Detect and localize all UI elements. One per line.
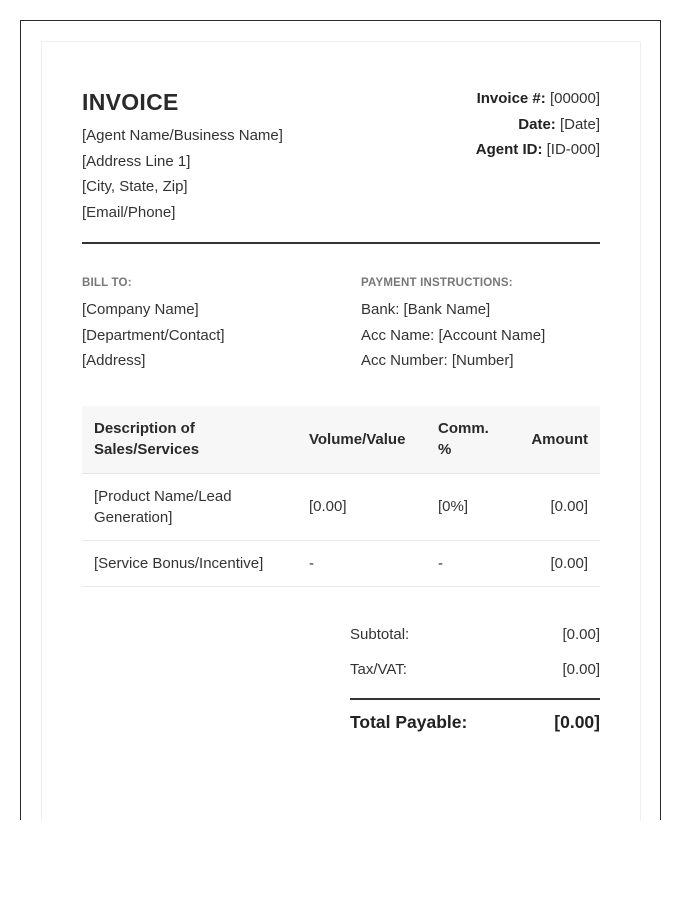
total-payable-label: Total Payable: xyxy=(350,712,468,732)
payment-label: PAYMENT INSTRUCTIONS: xyxy=(361,277,513,289)
header-divider xyxy=(82,242,600,244)
agent-id xyxy=(476,137,600,163)
payment-bank: Bank: [Bank Name] xyxy=(361,301,491,318)
totals-section xyxy=(350,622,600,752)
payment-account-number: Acc Number: [Number] xyxy=(361,352,514,370)
invoice-title: INVOICE xyxy=(82,89,179,115)
tax-label: Tax/VAT: xyxy=(350,661,407,678)
row-amount: [0.00] xyxy=(515,473,600,540)
bill-to-section xyxy=(82,277,225,374)
payment-account-name: Acc Name: [Account Name] xyxy=(361,326,546,344)
invoice-date xyxy=(476,112,600,138)
tax-value: [0.00] xyxy=(562,661,600,678)
agent-name: [Agent Name/Business Name] xyxy=(82,127,283,144)
agent-id-value: [ID-000] xyxy=(546,141,600,159)
invoice-date-value: [Date] xyxy=(559,115,600,133)
total-payable-row xyxy=(350,712,600,752)
agent-contact: [Email/Phone] xyxy=(82,203,176,221)
subtotal-label: Subtotal: xyxy=(350,626,410,643)
row-commission: [0%] xyxy=(426,473,515,540)
tax-row xyxy=(350,657,600,692)
header-commission: Comm. % xyxy=(426,406,515,473)
row-volume: - xyxy=(297,540,426,586)
header-amount: Amount xyxy=(515,406,600,473)
line-items-table xyxy=(82,406,600,587)
subtotal-row xyxy=(350,622,600,657)
row-commission: - xyxy=(426,540,515,586)
agent-address-line: [Address Line 1] xyxy=(82,152,191,170)
totals-divider xyxy=(350,698,600,700)
table-row xyxy=(82,473,600,540)
row-description: [Service Bonus/Incentive] xyxy=(82,540,297,586)
invoice-number-value: [00000] xyxy=(549,90,600,107)
agent-city-line: [City, State, Zip] xyxy=(82,178,188,196)
invoice-meta xyxy=(476,86,600,163)
subtotal-value: [0.00] xyxy=(562,626,600,643)
bill-to-company: [Company Name] xyxy=(82,301,199,318)
row-description: [Product Name/Lead Generation] xyxy=(82,473,297,540)
header-volume: Volume/Value xyxy=(297,406,426,473)
row-volume: [0.00] xyxy=(297,473,426,540)
total-payable-value: [0.00] xyxy=(554,712,600,732)
bill-to-label: BILL TO: xyxy=(82,277,132,289)
bill-to-contact: [Department/Contact] xyxy=(82,326,225,344)
agent-details xyxy=(82,123,283,225)
payment-instructions-section xyxy=(361,277,545,374)
table-header-row xyxy=(82,406,600,473)
invoice-date-label: Date: xyxy=(518,115,556,133)
invoice-number-label: Invoice #: xyxy=(476,90,546,107)
agent-id-label: Agent ID: xyxy=(475,141,543,159)
invoice-number xyxy=(476,86,600,112)
header-description: Description of Sales/Services xyxy=(82,406,297,473)
row-amount: [0.00] xyxy=(515,540,600,586)
table-row xyxy=(82,540,600,586)
bill-to-address: [Address] xyxy=(82,352,146,370)
